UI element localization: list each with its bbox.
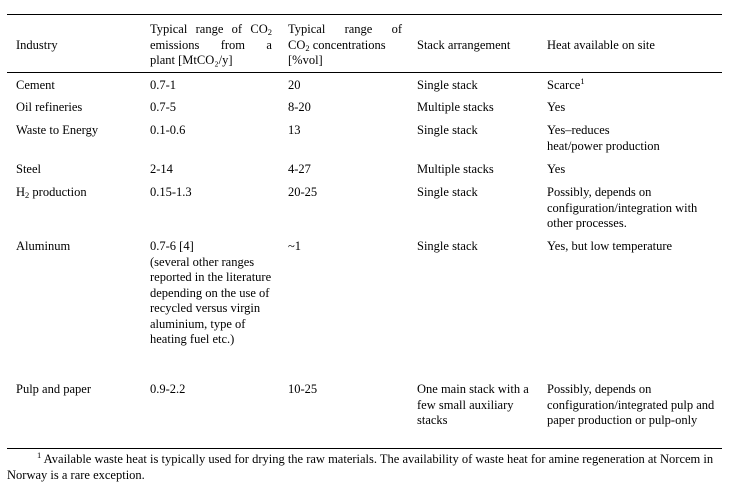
cell-heat-steel: Yes: [547, 162, 566, 176]
cell-concentration-wte: 13: [288, 123, 301, 137]
cell-stack-oil: Multiple stacks: [417, 100, 494, 114]
header-heat: Heat available on site: [547, 38, 655, 52]
footnote: [7, 451, 727, 483]
table-bottom-rule: [7, 448, 722, 449]
cell-concentration-oil: 8-20: [288, 100, 311, 114]
cell-concentration-cement: 20: [288, 78, 301, 92]
cell-stack-h2: Single stack: [417, 185, 478, 199]
cell-heat-cement: [547, 78, 585, 94]
footnote-ref-1: 1: [580, 76, 585, 86]
cell-emissions-cement: 0.7-1: [150, 78, 177, 92]
header-emissions-line1: Typical range of CO: [150, 22, 268, 36]
cell-heat-wte: Yes–reduces heat/power production: [547, 123, 660, 153]
cell-stack-aluminum: Single stack: [417, 239, 478, 253]
table-top-rule: [7, 14, 722, 15]
header-concentration: [288, 22, 402, 69]
header-concentration-line1: Typical range of: [288, 22, 402, 36]
header-concentration-rest: concentrations: [309, 37, 386, 52]
cell-heat-cement-text: Scarce: [547, 78, 581, 92]
cell-industry-wte: Waste to Energy: [16, 123, 99, 137]
cell-stack-pulp: One main stack with a few small auxiliary stacks: [417, 382, 529, 427]
cell-industry-oil: Oil refineries: [16, 100, 83, 114]
footnote-text: Available waste heat is typically used for drying the raw materials. The availability of waste heat for amine regeneration at Norcem in Norway is a rare exception.: [7, 452, 714, 482]
cell-stack-wte: Single stack: [417, 123, 478, 137]
cell-concentration-pulp: 10-25: [288, 382, 318, 396]
cell-emissions-pulp: 0.9-2.2: [150, 382, 186, 396]
header-industry: Industry: [16, 38, 58, 52]
header-emissions: [150, 22, 272, 69]
footnote-mark: 1: [37, 450, 42, 460]
cell-emissions-aluminum: [150, 239, 278, 348]
header-bottom-rule: [7, 72, 722, 73]
cell-industry-h2-pre: H: [16, 185, 26, 199]
header-concentration-sub: 2: [305, 42, 310, 53]
header-emissions-sub: 2: [267, 27, 272, 37]
cell-stack-cement: Single stack: [417, 78, 478, 92]
cell-industry-steel: Steel: [16, 162, 41, 176]
cell-stack-steel: Multiple stacks: [417, 162, 494, 176]
cell-industry-aluminum: Aluminum: [16, 239, 71, 253]
cell-industry-h2: [16, 185, 87, 201]
header-emissions-line3: plant [MtCO₂/y]: [150, 53, 233, 67]
header-concentration-co: CO: [288, 37, 306, 52]
header-stack: Stack arrangement: [417, 38, 511, 52]
cell-emissions-aluminum-value: 0.7-6 [4]: [150, 239, 194, 253]
cell-emissions-aluminum-note: (several other ranges reported in the literature depending on the use of recycled versus virgin aluminium, type of heating fuel etc.): [150, 254, 272, 346]
cell-heat-oil: Yes: [547, 100, 566, 114]
cell-concentration-aluminum: ~1: [288, 239, 302, 253]
header-emissions-line2: emissions from a: [150, 37, 272, 52]
cell-emissions-oil: 0.7-5: [150, 100, 177, 114]
cell-heat-aluminum: Yes, but low temperature: [547, 239, 673, 253]
cell-emissions-h2: 0.15-1.3: [150, 185, 192, 199]
cell-industry-h2-sub: 2: [25, 190, 30, 200]
cell-emissions-steel: 2-14: [150, 162, 173, 176]
cell-industry-pulp: Pulp and paper: [16, 382, 91, 396]
cell-heat-pulp: Possibly, depends on configuration/integrated pulp and paper production or pulp-only: [547, 382, 715, 427]
cell-concentration-h2: 20-25: [288, 185, 318, 199]
cell-heat-h2: Possibly, depends on configuration/integration with other processes.: [547, 185, 698, 230]
cell-concentration-steel: 4-27: [288, 162, 311, 176]
cell-industry-h2-post: production: [29, 185, 87, 199]
cell-industry-cement: Cement: [16, 78, 55, 92]
header-concentration-line3: [%vol]: [288, 53, 323, 67]
cell-emissions-wte: 0.1-0.6: [150, 123, 186, 137]
